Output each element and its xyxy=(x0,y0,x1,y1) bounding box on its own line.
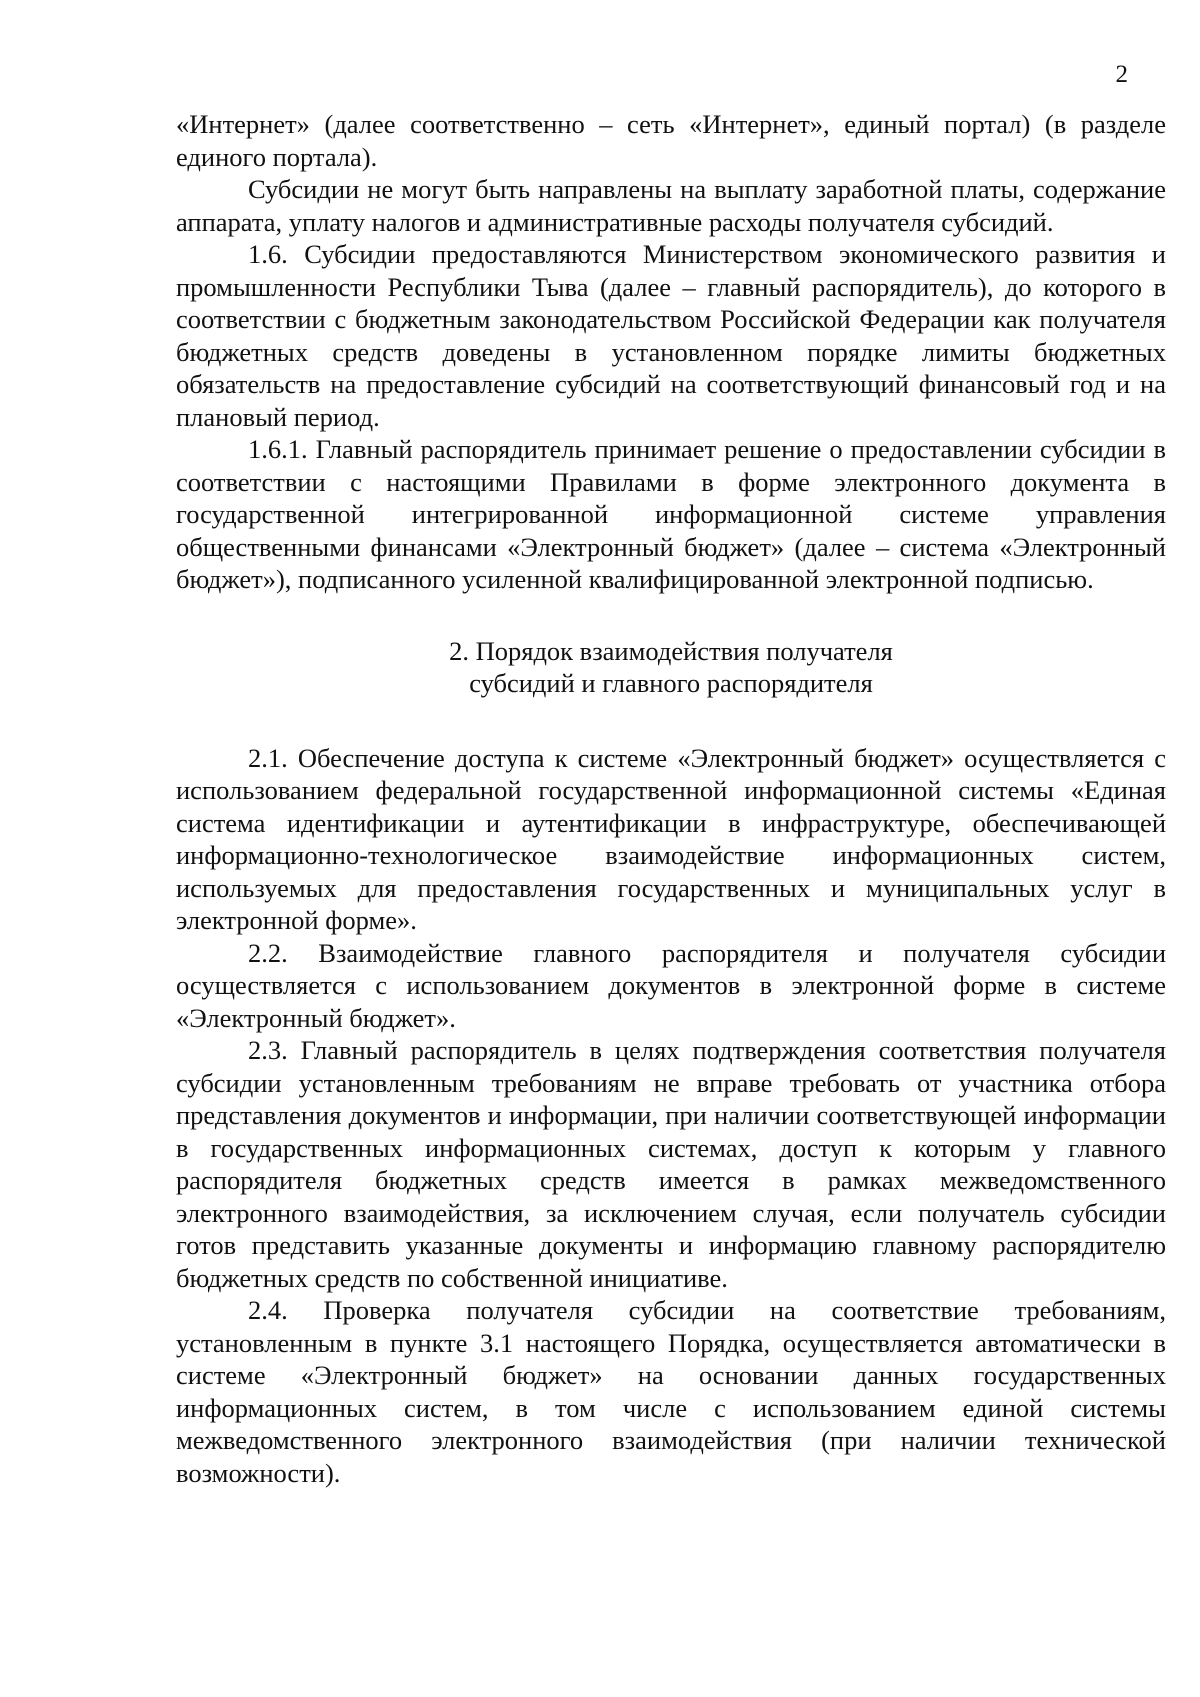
paragraph-continuation: «Интернет» (далее соответственно – сеть «Интернет», единый портал) (в разделе единого портала). xyxy=(176,109,1166,172)
paragraph-2-1: 2.1. Обеспечение доступа к системе «Электронный бюджет» осуществляется с использованием федеральной государственной информационной системы «Единая система идентификации и аутентификации в инфраструктуре, обеспечивающей информационно-технологическое взаимодействие информационных систем, используемых для предоставления государственных и муниципальных услуг в электронной форме». xyxy=(176,742,1166,935)
page-number: 2 xyxy=(1115,61,1128,88)
section-2-heading-line2: субсидий и главного распорядителя xyxy=(469,668,873,698)
section-2-heading-line1: 2. Порядок взаимодействия получателя xyxy=(449,635,893,666)
paragraph-1-6-1: 1.6.1. Главный распорядитель принимает решение о предоставлении субсидии в соответствии с настоящими Правилами в форме электронного документа в государственной интегрированной информационной системе управления общественными финансами «Электронный бюджет» (далее – система «Электронный бюджет»), подписанного усиленной квалифицированной электронной подписью. xyxy=(176,434,1166,594)
paragraph-2-4: 2.4. Проверка получателя субсидии на соответствие требованиям, установленным в пункте 3.1 настоящего Порядка, осуществляется автоматически в системе «Электронный бюджет» на основании данных государственных информационных систем, в том числе с использованием единой системы межведомственного электронного взаимодействия (при наличии технической возможности). xyxy=(176,1295,1166,1488)
paragraph-2-3: 2.3. Главный распорядитель в целях подтверждения соответствия получателя субсидии установленным требованиям не вправе требовать от участника отбора представления документов и информации, при наличии соответствующей информации в государственных информационных системах, доступ к которым у главного распорядителя бюджетных средств имеется в рамках межведомственного электронного взаимодействия, за исключением случая, если получатель субсидии готов представить указанные документы и информацию главному распорядителю бюджетных средств по собственной инициативе. xyxy=(176,1035,1166,1293)
paragraph-2-2: 2.2. Взаимодействие главного распорядителя и получателя субсидии осуществляется с использованием документов в электронной форме в системе «Электронный бюджет». xyxy=(176,937,1166,1033)
paragraph-subsidy-restrictions: Субсидии не могут быть направлены на выплату заработной платы, содержание аппарата, уплату налогов и административные расходы получателя субсидий. xyxy=(176,174,1166,237)
section-2-heading xyxy=(176,635,1166,700)
document-body xyxy=(176,108,1166,1489)
paragraph-1-6: 1.6. Субсидии предоставляются Министерством экономического развития и промышленности Республики Тыва (далее – главный распорядитель), до которого в соответствии с бюджетным законодательством Российской Федерации как получателя бюджетных средств доведены в установленном порядке лимиты бюджетных обязательств на предоставление субсидий на соответствующий финансовый год и на плановый период. xyxy=(176,239,1166,432)
